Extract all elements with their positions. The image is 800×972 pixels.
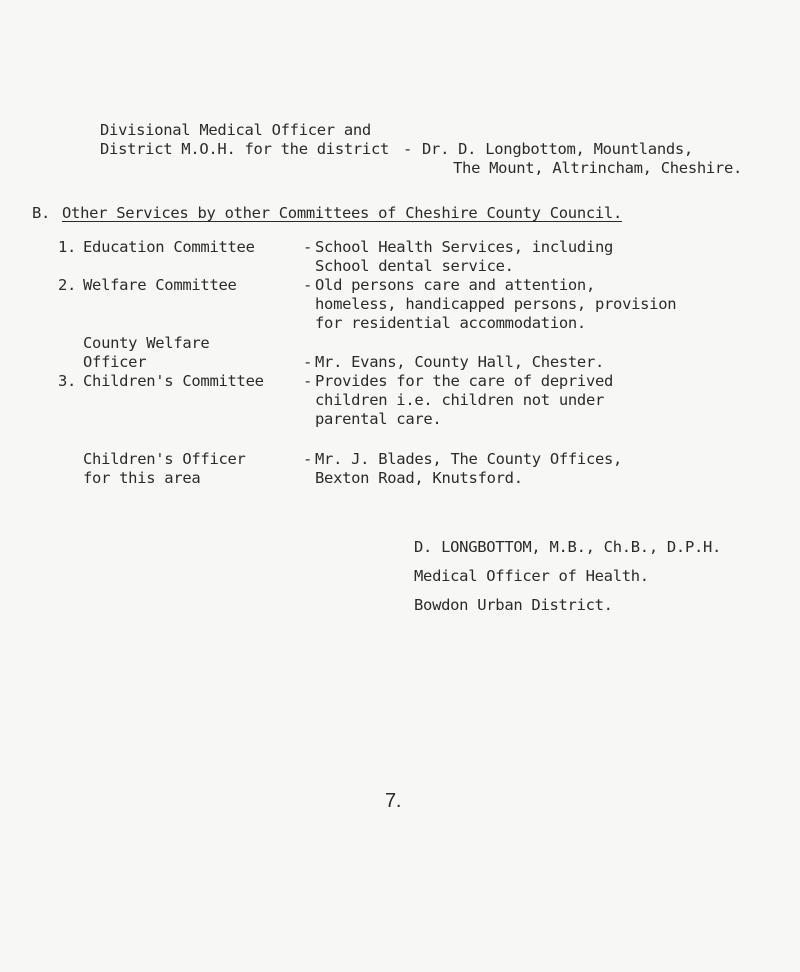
entry-dash: - [303,238,313,256]
heading-dash: - [403,140,413,158]
entry-description-line: children i.e. children not under [315,391,605,409]
entry-label: Children's Officer [83,450,246,468]
entry-number: 2. [58,276,77,294]
signature-district: Bowdon Urban District. [414,596,613,614]
entry-dash: - [303,276,313,294]
entry-description-line: Provides for the care of deprived [315,372,614,390]
entry-dash: - [303,353,313,371]
heading-left-line-2: District M.O.H. for the district [100,140,390,158]
page-number: 7. [385,790,402,812]
heading-right-line-1: Dr. D. Longbottom, Mountlands, [422,140,693,158]
entry-label: Children's Committee [83,372,264,390]
entry-label: Officer [83,353,147,371]
entry-description-line: homeless, handicapped persons, provision [315,295,677,313]
signature-title: Medical Officer of Health. [414,567,649,585]
entry-description-line: parental care. [315,410,442,428]
entry-description-line: Old persons care and attention, [315,276,595,294]
entry-description-line: for residential accommodation. [315,314,586,332]
entry-number: 1. [58,238,77,256]
section-title: Other Services by other Committees of Cheshire County Council. [62,204,622,222]
entry-dash: - [303,450,313,468]
entry-description-line: Mr. Evans, County Hall, Chester. [315,353,605,371]
section-marker: B. [32,204,51,222]
entry-description-line: School Health Services, including [315,238,614,256]
entry-description-line: Mr. J. Blades, The County Offices, [315,450,623,468]
entry-description-line: School dental service. [315,257,514,275]
entry-number: 3. [58,372,77,390]
entry-description-line: Bexton Road, Knutsford. [315,469,523,487]
entry-label: Education Committee [83,238,255,256]
entry-dash: - [303,372,313,390]
signature-name: D. LONGBOTTOM, M.B., Ch.B., D.P.H. [414,538,722,556]
heading-left-line-1: Divisional Medical Officer and [100,121,371,139]
heading-right-line-2: The Mount, Altrincham, Cheshire. [453,159,743,177]
entry-label: Welfare Committee [83,276,237,294]
entry-label: County Welfare [83,334,210,352]
entry-label: for this area [83,469,201,487]
